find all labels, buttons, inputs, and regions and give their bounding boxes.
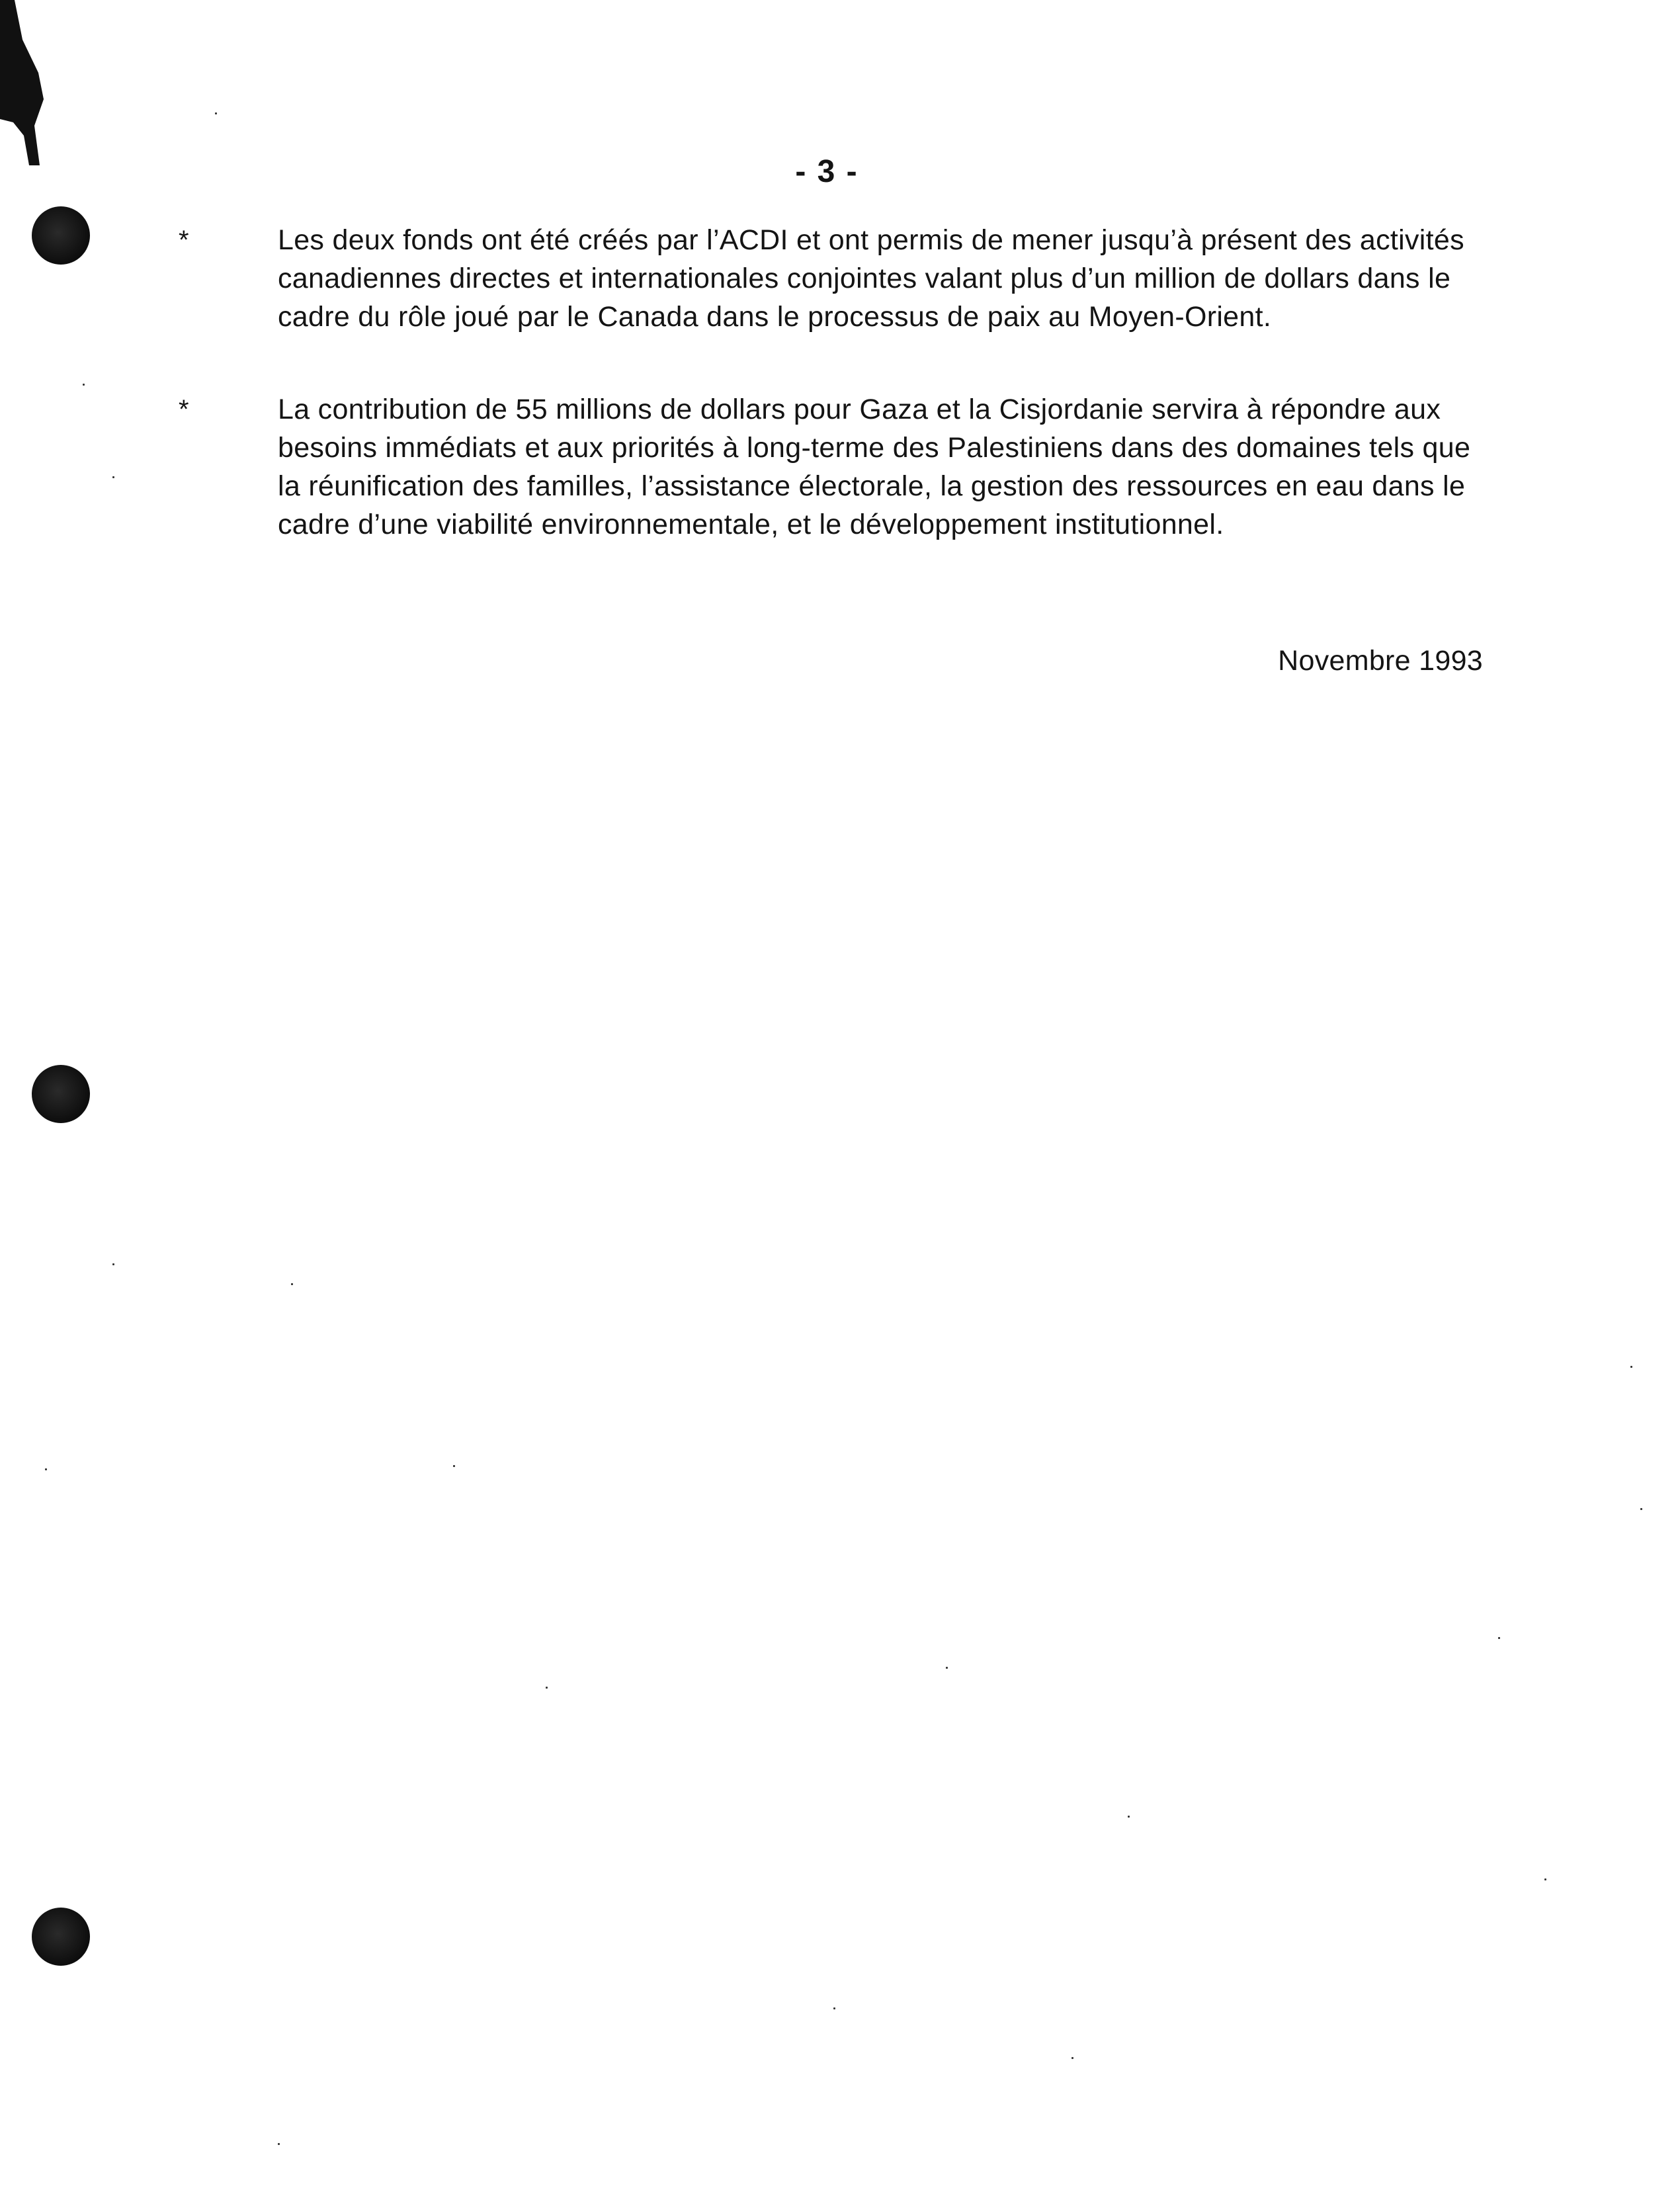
punch-hole-middle — [32, 1065, 90, 1123]
scan-speck — [112, 1263, 114, 1265]
scan-speck — [83, 384, 85, 386]
scan-speck — [45, 1468, 47, 1470]
list-item — [172, 390, 1495, 544]
scan-speck — [278, 2143, 280, 2145]
punch-hole-bottom — [32, 1908, 90, 1966]
paragraph-funds: Les deux fonds ont été créés par l’ACDI et ont permis de mener jusqu’à présent des activités canadiennes directes et internationales conjointes valant plus d’un million de dollars dans le cadre du rôle joué par le Canada dans le processus de paix au Moyen-Orient. — [278, 224, 1464, 333]
scan-speck — [1630, 1366, 1632, 1368]
punch-hole-top — [32, 206, 90, 265]
scan-speck — [1544, 1878, 1546, 1880]
scan-speck — [546, 1687, 548, 1689]
scan-speck — [946, 1667, 948, 1669]
scan-speck — [291, 1283, 293, 1285]
scan-speck — [112, 476, 114, 478]
binder-clip-mark — [0, 0, 46, 165]
page-number: - 3 - — [795, 154, 859, 189]
scan-speck — [1128, 1816, 1130, 1818]
scan-speck — [1640, 1508, 1642, 1510]
paragraph-contribution: La contribution de 55 millions de dollars pour Gaza et la Cisjordanie servira à répondre aux besoins immédiats et aux priorités à long-terme des Palestiniens dans des domaines tels que la réunification des familles, l’assistance électorale, la gestion des ressources en eau dans le cadre d’une viabilité environnementale, et le développement institutionnel. — [278, 394, 1471, 540]
scan-speck — [215, 112, 217, 114]
bullet-marker: * — [179, 226, 189, 255]
scan-speck — [833, 2007, 835, 2009]
scan-speck — [1498, 1637, 1500, 1639]
document-date: Novembre 1993 — [1278, 645, 1483, 677]
scan-speck — [1071, 2057, 1073, 2059]
bullet-marker: * — [179, 395, 189, 424]
list-item — [172, 221, 1495, 336]
bullet-list — [172, 221, 1495, 598]
scan-speck — [453, 1465, 455, 1467]
